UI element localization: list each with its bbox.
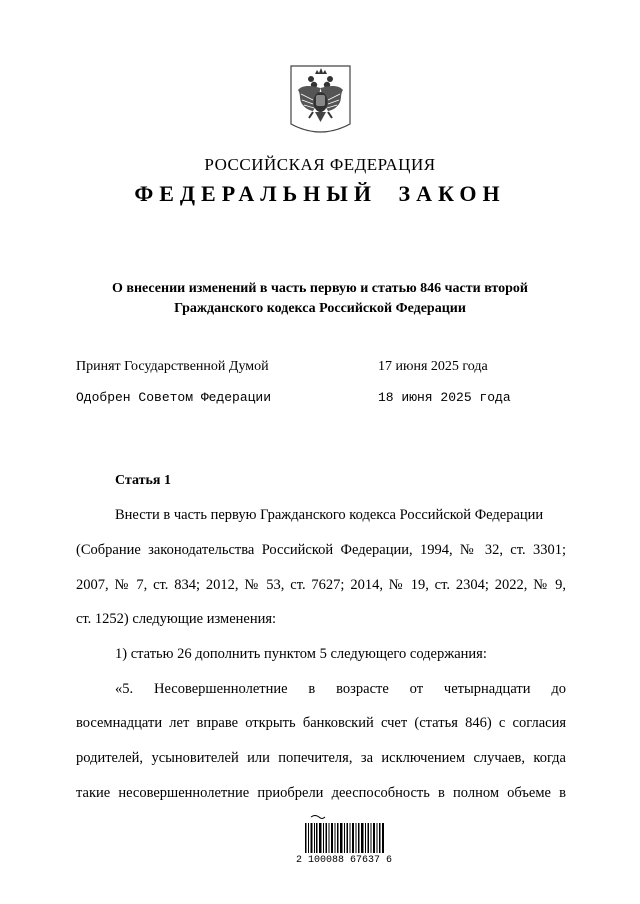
article-line: 2007, № 7, ст. 834; 2012, № 53, ст. 7627; 2014, № 19, ст. 2304; 2022, № 9, [76, 577, 566, 593]
article-line: 1) статью 26 дополнить пунктом 5 следующего содержания: [115, 646, 487, 662]
law-subject [60, 279, 580, 319]
article-line: (Собрание законодательства Российской Федерации, 1994, № 32, ст. 3301; [76, 542, 566, 558]
barcode-icon [305, 815, 385, 855]
law-subject-line-1: О внесении изменений в часть первую и статью 846 части второй [112, 281, 528, 296]
article-line: родителей, усыновителей или попечителя, за исключением случаев, когда [76, 750, 566, 766]
council-date: 18 июня 2025 года [378, 390, 511, 405]
coat-of-arms-icon [289, 64, 352, 136]
law-type-title: ФЕДЕРАЛЬНЫЙ ЗАКОН [134, 181, 506, 206]
law-subject-line-2: Гражданского кодекса Российской Федерации [174, 301, 466, 316]
duma-date: 17 июня 2025 года [378, 359, 488, 374]
barcode-number: 2 100088 67637 6 [296, 855, 393, 866]
article-line: ст. 1252) следующие изменения: [76, 611, 277, 627]
article-heading: Статья 1 [115, 473, 171, 488]
article-line: такие несовершеннолетние приобрели дееспособность в полном объеме в [76, 785, 566, 801]
council-label: Одобрен Советом Федерации [76, 390, 272, 405]
article-line: Внести в часть первую Гражданского кодекса Российской Федерации [115, 507, 544, 523]
article-line: «5. Несовершеннолетние в возрасте от четырнадцати до [115, 681, 566, 697]
duma-label: Принят Государственной Думой [76, 359, 269, 374]
country-name: РОССИЙСКАЯ ФЕДЕРАЦИЯ [204, 155, 436, 174]
article-line: восемнадцати лет вправе открыть банковский счет (статья 846) с согласия [76, 715, 566, 731]
